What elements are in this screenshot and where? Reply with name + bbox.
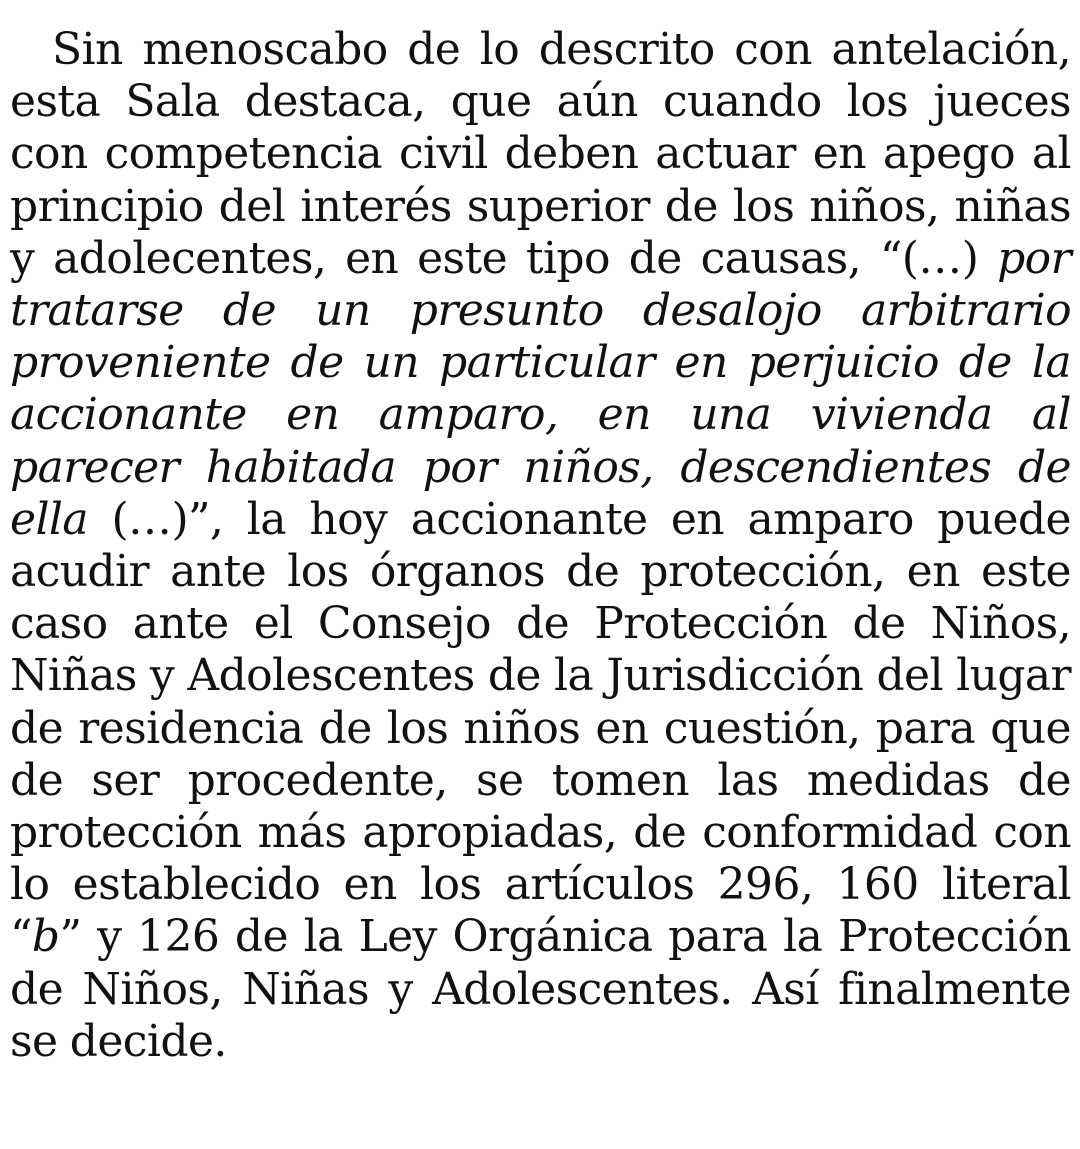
literal-letter-italic: b bbox=[31, 911, 60, 963]
text-segment-3: ” y 126 de la Ley Orgánica para la Protección de Niños, Niñas y Adolescentes. Así finalmente se decide. bbox=[10, 911, 1071, 1067]
text-segment-1: Sin menoscabo de lo descrito con antelación, esta Sala destaca, que aún cuando los jueces con competencia civil deben actuar en apego al principio del interés superior de los niños, niñas y adolecentes, en este tipo de causas, “(…) bbox=[10, 24, 1071, 284]
document-page bbox=[10, 24, 1071, 1068]
text-segment-2: (…)”, la hoy accionante en amparo puede acudir ante los órganos de protección, en este caso ante el Consejo de Protección de Niños, Niñas y Adolescentes de la Jurisdicción del lugar de residencia de los niños en cuestión, para que de ser procedente, se tomen las medidas de protección más apropiadas, de conformidad con lo establecido en los artículos 296, 160 literal “ bbox=[10, 493, 1071, 963]
quoted-text-italic: por tratarse de un presunto desalojo arbitrario proveniente de un particular en perjuicio de la accionante en amparo, en una vivienda al parecer habitada por niños, descendientes de ella bbox=[10, 232, 1071, 545]
body-paragraph bbox=[10, 24, 1071, 1068]
